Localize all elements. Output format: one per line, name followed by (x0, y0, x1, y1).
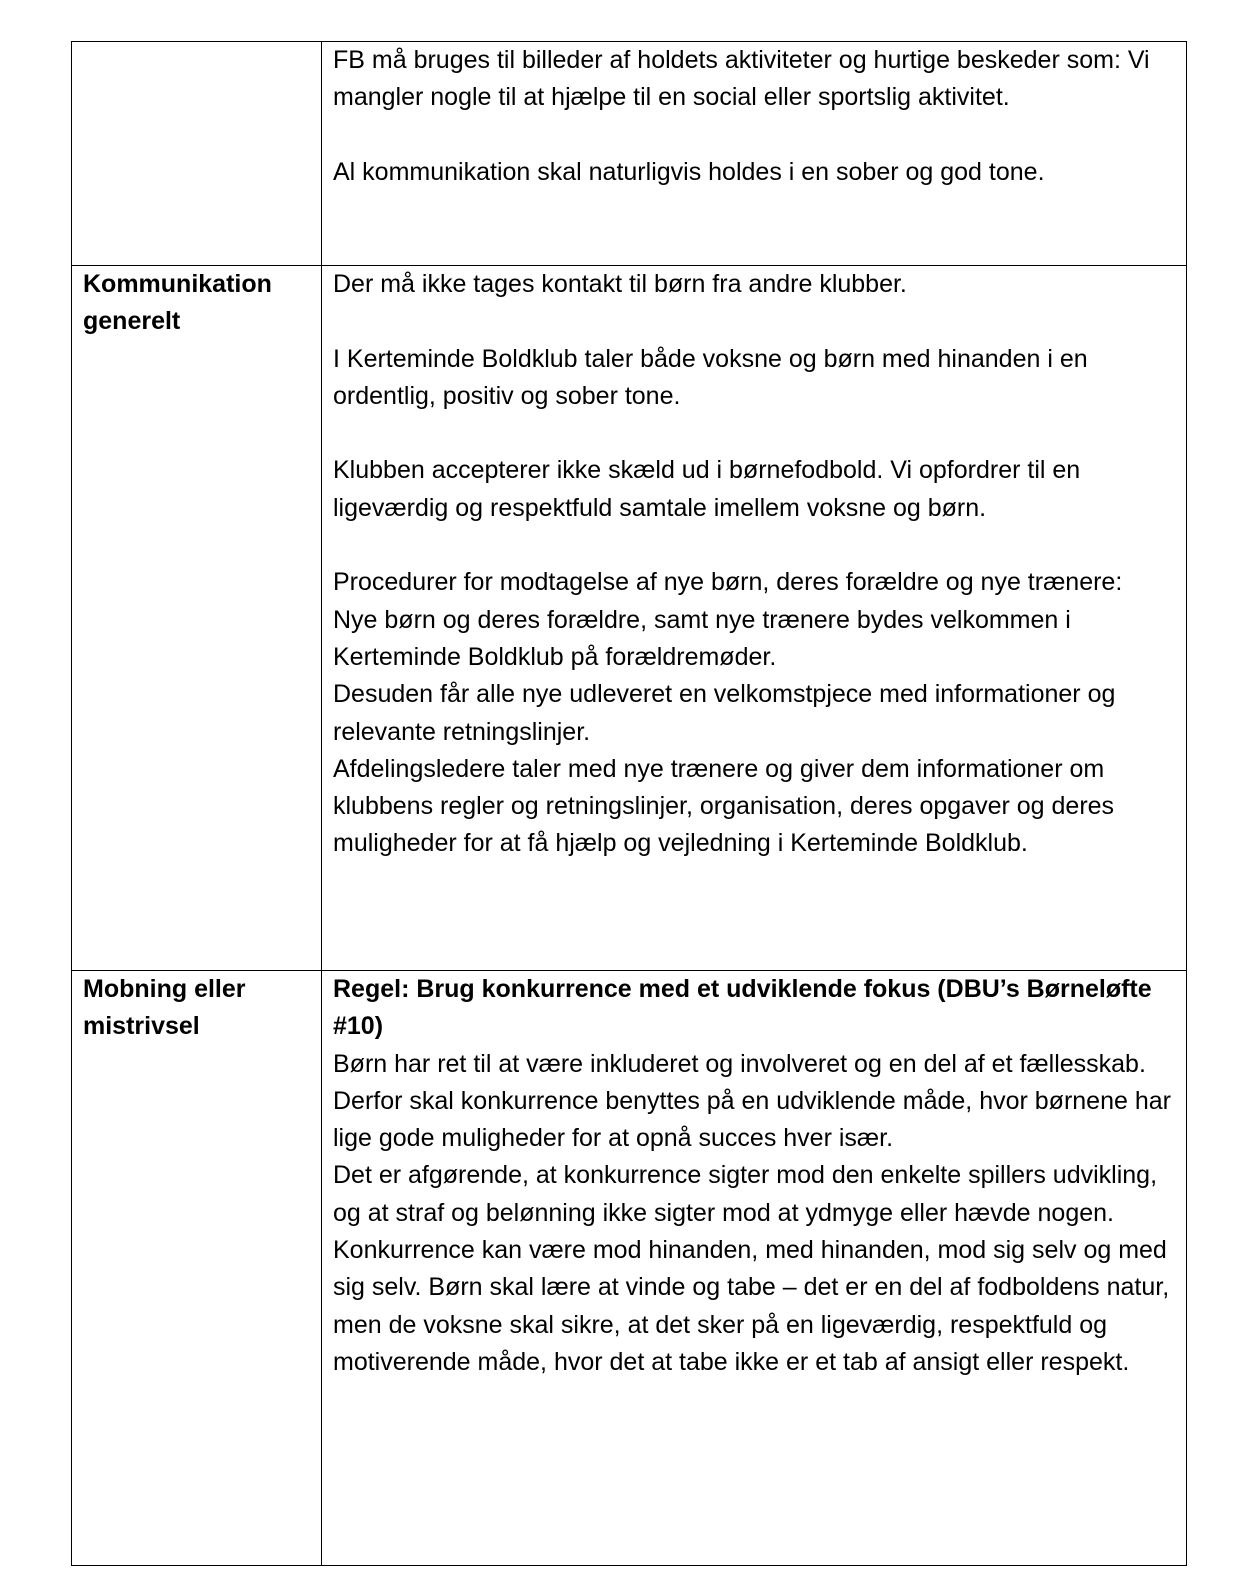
table-row (72, 266, 1187, 971)
row-label (72, 42, 322, 266)
paragraph: FB må bruges til billeder af holdets aktiviteter og hurtige beskeder som: Vi mangler nogle til at hjælpe til en social eller sportslig aktivitet. (333, 46, 1150, 112)
paragraph: I Kerteminde Boldklub taler både voksne og børn med hinanden i en ordentlig, positiv og sober tone. (333, 344, 1088, 410)
paragraph: Konkurrence kan være mod hinanden, med hinanden, mod sig selv og med sig selv. Børn skal lære at vinde og tabe – det er en del af fodboldens natur, men de voksne skal sikre, at det sker på en ligeværdig, respektfuld og motiverende måde, hvor det at tabe ikke er et tab af ansigt eller respekt. (333, 1236, 1170, 1376)
paragraph: Procedurer for modtagelse af nye børn, deres forældre og nye trænere: (333, 568, 1123, 597)
paragraph: Det er afgørende, at konkurrence sigter mod den enkelte spillers udvikling, og at straf og belønning ikke sigter mod at ydmyge eller hævde nogen. (333, 1161, 1158, 1227)
row-label: Kommunikation generelt (72, 266, 322, 971)
rule-heading: Regel: Brug konkurrence med et udviklende fokus (DBU’s Børneløfte #10) (333, 975, 1152, 1041)
paragraph: Nye børn og deres forældre, samt nye trænere bydes velkommen i Kerteminde Boldklub på forældremøder. (333, 605, 1071, 671)
paragraph: Desuden får alle nye udleveret en velkomstpjece med informationer og relevante retningslinjer. (333, 680, 1116, 746)
paragraph: Al kommunikation skal naturligvis holdes i en sober og god tone. (333, 157, 1045, 186)
paragraph: Der må ikke tages kontakt til børn fra andre klubber. (333, 270, 907, 298)
table-row (72, 971, 1187, 1566)
table-row (72, 42, 1187, 266)
rules-table (71, 41, 1187, 1566)
paragraph: Børn har ret til at være inkluderet og involveret og en del af et fællesskab. (333, 1049, 1146, 1078)
row-content (322, 971, 1187, 1566)
row-label: Mobning eller mistrivsel (72, 971, 322, 1566)
paragraph: Derfor skal konkurrence benyttes på en udviklende måde, hvor børnene har lige gode muligheder for at opnå succes hver især. (333, 1086, 1171, 1153)
paragraph: Afdelingsledere taler med nye trænere og giver dem informationer om klubbens regler og retningslinjer, organisation, deres opgaver og deres muligheder for at få hjælp og vejledning i Kerteminde Boldklub. (333, 754, 1115, 858)
row-content (322, 266, 1187, 971)
paragraph: Klubben accepterer ikke skæld ud i børnefodbold. Vi opfordrer til en ligeværdig og respektfuld samtale imellem voksne og børn. (333, 456, 1081, 522)
row-content (322, 42, 1187, 266)
